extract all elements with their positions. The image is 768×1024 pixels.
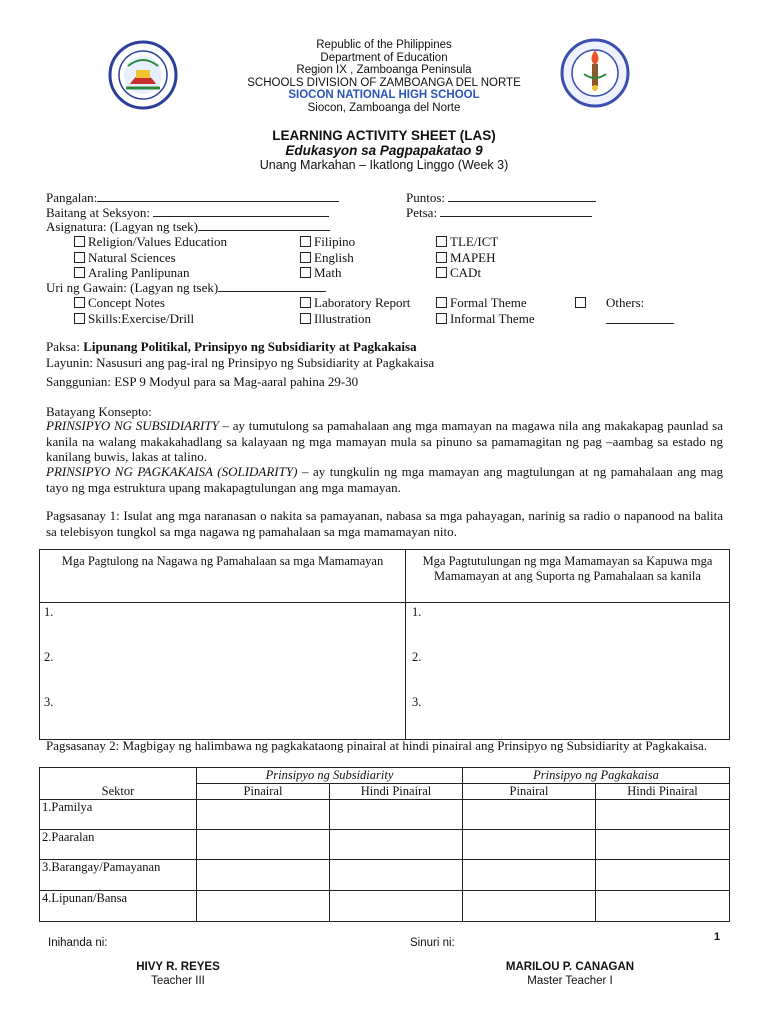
topic-label: Paksa: bbox=[46, 339, 80, 354]
activity-option-label: Informal Theme bbox=[450, 311, 535, 326]
table-row bbox=[40, 603, 730, 740]
sector-cell: 2.Paaralan bbox=[40, 830, 197, 860]
applied-header: Pinairal bbox=[197, 784, 330, 800]
subject-option-label: Math bbox=[314, 265, 342, 280]
exercise1-table bbox=[39, 549, 730, 740]
checker-title: Master Teacher I bbox=[527, 974, 613, 987]
subject-label: Asignatura: (Lagyan ng tsek) bbox=[46, 219, 198, 234]
answer-cell[interactable] bbox=[463, 830, 596, 860]
checkbox[interactable] bbox=[74, 297, 85, 308]
item-number: 1. bbox=[44, 605, 54, 619]
subject-option[interactable] bbox=[74, 250, 176, 266]
activity-label: Uri ng Gawain: (Lagyan ng tsek) bbox=[46, 280, 219, 295]
subject-option-label: Filipino bbox=[314, 234, 356, 249]
activity-option[interactable] bbox=[74, 295, 165, 311]
answer-cell[interactable] bbox=[596, 800, 730, 830]
activity-field bbox=[46, 280, 326, 296]
checkbox[interactable] bbox=[300, 297, 311, 308]
subject-option-label: English bbox=[314, 250, 354, 265]
table-row bbox=[40, 800, 730, 830]
subject-option-label: MAPEH bbox=[450, 250, 496, 265]
sector-header: Sektor bbox=[40, 768, 197, 800]
others-line[interactable] bbox=[606, 323, 674, 324]
checkbox[interactable] bbox=[74, 313, 85, 324]
solidarity-paragraph bbox=[46, 464, 723, 495]
checkbox[interactable] bbox=[575, 297, 586, 308]
activity-option[interactable] bbox=[436, 295, 527, 311]
checkbox[interactable] bbox=[300, 236, 311, 247]
checkbox[interactable] bbox=[436, 313, 447, 324]
subject-option[interactable] bbox=[74, 234, 227, 250]
exercise1-answer-cell[interactable] bbox=[406, 603, 730, 740]
subject-option-label: Natural Sciences bbox=[88, 250, 176, 265]
checkbox[interactable] bbox=[74, 267, 85, 278]
sector-cell: 4.Lipunan/Bansa bbox=[40, 891, 197, 922]
objective-text: Layunin: Nasusuri ang pag-iral ng Prinsipyo ng Subsidiarity at Pagkakaisa bbox=[46, 355, 435, 370]
exercise1-col1-header: Mga Pagtulong na Nagawa ng Pamahalaan sa mga Mamamayan bbox=[40, 550, 406, 603]
item-number: 3. bbox=[412, 695, 422, 709]
activity-option-label: Concept Notes bbox=[88, 295, 165, 310]
subject-option[interactable] bbox=[300, 250, 354, 266]
deped-seal-logo bbox=[108, 40, 178, 110]
answer-cell[interactable] bbox=[463, 800, 596, 830]
subject-option-label: Religion/Values Education bbox=[88, 234, 228, 249]
checkbox[interactable] bbox=[300, 267, 311, 278]
preparer-name: HIVY R. REYES bbox=[136, 961, 220, 973]
activity-line[interactable] bbox=[218, 280, 326, 292]
subject-option[interactable] bbox=[300, 234, 355, 250]
topic-row bbox=[46, 339, 417, 355]
checkbox[interactable] bbox=[436, 297, 447, 308]
answer-cell[interactable] bbox=[197, 860, 330, 891]
answer-cell[interactable] bbox=[596, 860, 730, 891]
answer-cell[interactable] bbox=[197, 891, 330, 922]
sector-cell: 1.Pamilya bbox=[40, 800, 197, 830]
checkbox[interactable] bbox=[436, 267, 447, 278]
score-label: Puntos: bbox=[406, 190, 446, 205]
department-text: Department of Education bbox=[320, 51, 448, 64]
subject-title: Edukasyon sa Pagpapakatao 9 bbox=[285, 143, 483, 158]
quarter-title: Unang Markahan – Ikatlong Linggo (Week 3) bbox=[259, 158, 509, 172]
answer-cell[interactable] bbox=[463, 860, 596, 891]
name-line[interactable] bbox=[97, 190, 339, 202]
activity-option[interactable] bbox=[74, 311, 194, 327]
score-line[interactable] bbox=[448, 190, 596, 202]
answer-cell[interactable] bbox=[330, 860, 463, 891]
answer-cell[interactable] bbox=[596, 891, 730, 922]
letterhead bbox=[180, 39, 588, 115]
sheet-title: LEARNING ACTIVITY SHEET (LAS) bbox=[272, 128, 496, 143]
exercise2-table bbox=[39, 767, 730, 922]
title-block bbox=[180, 128, 588, 173]
not-applied-header: Hindi Pinairal bbox=[330, 784, 463, 800]
score-field[interactable] bbox=[406, 190, 596, 206]
region-text: Region IX , Zamboanga Peninsula bbox=[296, 64, 472, 77]
subsidiarity-term: PRINSIPYO NG SUBSIDIARITY bbox=[46, 418, 219, 433]
exercise1-instruction: Pagsasanay 1: Isulat ang mga naranasan o nakita sa pamayanan, nabasa sa mga pahayagan, narinig sa radio o napanood na balita sa telebisyon tungkol sa mga nagawa ng pamahalaan sa mga mamamayan nito. bbox=[46, 508, 723, 539]
subject-field bbox=[46, 219, 330, 235]
subject-option-label: Araling Panlipunan bbox=[88, 265, 190, 280]
subject-option[interactable] bbox=[436, 250, 496, 266]
table-header-row bbox=[40, 768, 730, 784]
reference-text: Sanggunian: ESP 9 Modyul para sa Mag-aaral pahina 29-30 bbox=[46, 374, 359, 389]
subject-option[interactable] bbox=[436, 265, 481, 281]
date-field[interactable] bbox=[406, 205, 592, 221]
section-line[interactable] bbox=[153, 205, 329, 217]
subsidiarity-definition: – ay tumutulong sa pamahalaan ang mga mamayan na magawa nila ang makakapag paunlad sa kanila na walang makakahadlang sa kalayaan ng mga mamayan mula sa pinuno sa pamamagitan ng pag –aambag sa estado ng kanilang buwis, lakas at talino. bbox=[46, 418, 723, 464]
subject-option[interactable] bbox=[300, 265, 341, 281]
table-header-row bbox=[40, 550, 730, 603]
republic-text: Republic of the Philippines bbox=[316, 39, 452, 51]
item-number: 1. bbox=[412, 605, 422, 619]
exercise2-instruction: Pagsasanay 2: Magbigay ng halimbawa ng pagkakataong pinairal at hindi pinairal ang Prinsipyo ng Subsidiarity at Pagkakaisa. bbox=[46, 738, 708, 753]
subsidiarity-paragraph bbox=[46, 418, 723, 465]
answer-cell[interactable] bbox=[596, 830, 730, 860]
checkbox[interactable] bbox=[300, 252, 311, 263]
item-number: 3. bbox=[44, 695, 54, 709]
checker-signature-block bbox=[480, 961, 660, 988]
table-row bbox=[40, 860, 730, 891]
answer-cell[interactable] bbox=[330, 891, 463, 922]
exercise1-answer-cell[interactable] bbox=[40, 603, 406, 740]
subject-line[interactable] bbox=[198, 219, 330, 231]
section-label: Baitang at Seksyon: bbox=[46, 205, 150, 220]
solidarity-term: PRINSIPYO NG PAGKAKAISA (SOLIDARITY) bbox=[46, 464, 298, 479]
others-option[interactable] bbox=[575, 295, 589, 311]
checker-name: MARILOU P. CANAGAN bbox=[505, 961, 635, 973]
applied-header: Pinairal bbox=[463, 784, 596, 800]
school-location: Siocon, Zamboanga del Norte bbox=[307, 101, 461, 114]
checkbox[interactable] bbox=[436, 236, 447, 247]
answer-cell[interactable] bbox=[197, 800, 330, 830]
preparer-title: Teacher III bbox=[151, 974, 205, 987]
answer-cell[interactable] bbox=[330, 800, 463, 830]
exercise1-col2-header: Mga Pagtutulungan ng mga Mamamayan sa Kapuwa mga Mamamayan at ang Suporta ng Pamahalaan sa kanila bbox=[406, 550, 730, 603]
table-row bbox=[40, 830, 730, 860]
subject-option-label: CADt bbox=[450, 265, 482, 280]
activity-option-label: Illustration bbox=[314, 311, 372, 326]
date-line[interactable] bbox=[440, 205, 592, 217]
subject-option-label: TLE/ICT bbox=[450, 234, 499, 249]
activity-option-label: Skills:Exercise/Drill bbox=[88, 311, 195, 326]
activity-option-label: Laboratory Report bbox=[314, 295, 411, 310]
preparer-signature-block bbox=[98, 961, 258, 988]
prepared-by-label: Inihanda ni: bbox=[48, 937, 108, 949]
table-row bbox=[40, 891, 730, 922]
activity-option-label: Formal Theme bbox=[450, 295, 527, 310]
activity-option[interactable] bbox=[436, 311, 535, 327]
school-name: SIOCON NATIONAL HIGH SCHOOL bbox=[288, 89, 480, 102]
concept-label: Batayang Konsepto: bbox=[46, 404, 152, 419]
answer-cell[interactable] bbox=[330, 830, 463, 860]
answer-cell[interactable] bbox=[463, 891, 596, 922]
solidarity-group-header: Prinsipyo ng Pagkakaisa bbox=[463, 768, 730, 784]
page-number: 1 bbox=[714, 931, 721, 943]
subject-option[interactable] bbox=[436, 234, 498, 250]
sector-cell: 3.Barangay/Pamayanan bbox=[40, 860, 197, 891]
subject-option[interactable] bbox=[74, 265, 189, 281]
subsidiarity-group-header: Prinsipyo ng Subsidiarity bbox=[197, 768, 463, 784]
topic-text: Lipunang Politikal, Prinsipyo ng Subsidiarity at Pagkakaisa bbox=[83, 339, 417, 354]
checkbox[interactable] bbox=[74, 236, 85, 247]
checkbox[interactable] bbox=[74, 252, 85, 263]
others-label: Others: bbox=[606, 295, 645, 310]
checkbox[interactable] bbox=[436, 252, 447, 263]
item-number: 2. bbox=[412, 650, 422, 664]
name-field[interactable] bbox=[46, 190, 339, 206]
solidarity-definition: – ay tungkulin ng mga mamayan ang magtulungan at ng pamahalaan ang mag tayo ng mga estruktura upang makapagtulungan ang mga mamayan. bbox=[46, 464, 723, 495]
checkbox[interactable] bbox=[300, 313, 311, 324]
activity-option[interactable] bbox=[300, 311, 371, 327]
checked-by-label: Sinuri ni: bbox=[410, 937, 455, 949]
division-text: SCHOOLS DIVISION OF ZAMBOANGA DEL NORTE bbox=[247, 76, 521, 89]
not-applied-header: Hindi Pinairal bbox=[596, 784, 730, 800]
answer-cell[interactable] bbox=[197, 830, 330, 860]
item-number: 2. bbox=[44, 650, 54, 664]
activity-option[interactable] bbox=[300, 295, 410, 311]
date-label: Petsa: bbox=[406, 205, 438, 220]
name-label: Pangalan: bbox=[46, 190, 98, 205]
